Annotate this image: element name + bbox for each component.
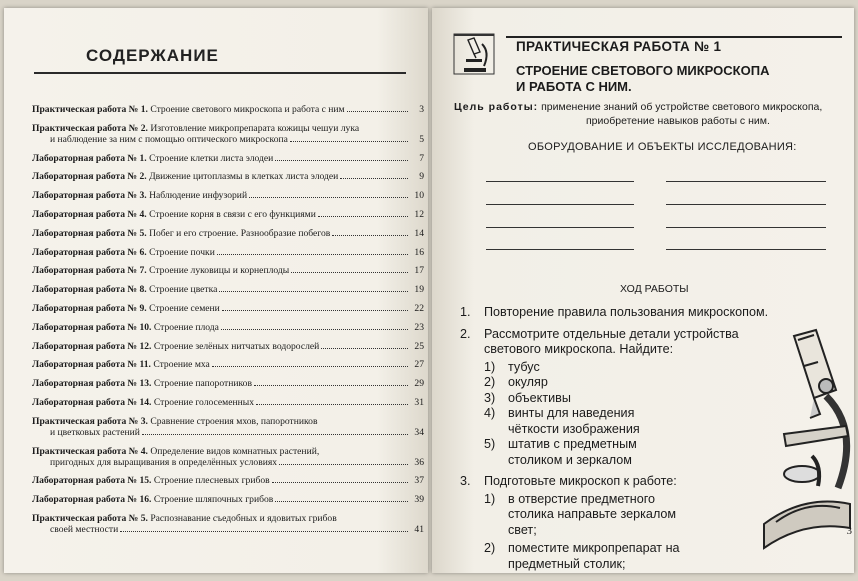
toc-entry-kind: Лабораторная работа № 4. [32,208,147,220]
answer-line[interactable] [486,227,634,228]
toc-entry[interactable] [32,284,424,295]
goal-block [454,100,854,128]
goal-text-line2: приобретение навыков работы с ним. [586,115,770,127]
toc-entry-title: Изготовление микропрепарата кожицы чешуи лука [150,122,360,134]
toc-title: СОДЕРЖАНИЕ [86,46,219,65]
toc-leader [256,404,408,405]
toc-entry-kind: Лабораторная работа № 12. [32,340,152,352]
toc-entry-title-cont: и наблюдение за ним с помощью оптического микроскопа [50,133,288,145]
toc-page-number: 39 [414,494,424,506]
toc-leader [272,482,408,483]
toc-page-number: 29 [414,378,424,390]
item-text: поместите микропрепарат на предметный столик; [508,541,680,571]
toc-entry-kind: Лабораторная работа № 11. [32,359,151,371]
toc-page-number: 9 [419,171,424,183]
toc-page-number: 19 [414,284,424,296]
toc-entry-title: Строение луковицы и корнеплоды [149,265,290,277]
answer-line[interactable] [666,249,826,250]
toc-entry-kind: Практическая работа № 4. [32,445,148,457]
toc-entry-continued [32,457,424,468]
toc-entry[interactable] [32,475,424,486]
step-2-item [484,437,770,468]
item-text: штатив с предметным столиком и зеркалом [508,437,637,467]
toc-entry[interactable] [32,265,424,276]
toc-page-number: 31 [414,396,424,408]
toc-entry-kind: Лабораторная работа № 16. [32,494,152,506]
toc-entry-title: Строение мха [153,359,210,371]
work-title: ПРАКТИЧЕСКАЯ РАБОТА № 1 [516,39,722,54]
step-2-item [484,406,770,437]
toc-entry-text [32,446,321,457]
item-text: окуляр [508,375,548,389]
toc-entry-kind: Практическая работа № 1. [32,104,148,115]
step-2-items [484,360,770,469]
toc-entry-text [32,190,249,201]
toc-entry-text [32,247,217,258]
toc-entry-continued [32,427,424,438]
work-subtitle-line1: СТРОЕНИЕ СВЕТОВОГО МИКРОСКОПА [516,63,770,78]
toc-page-number: 41 [414,523,424,535]
answer-line[interactable] [666,204,826,205]
item-text: в отверстие предметного столика направьте зеркалом свет; [508,491,677,537]
goal-text-line1: применение знаний об устройстве светового микроскопа, [541,101,823,113]
toc-page-number: 27 [414,359,424,371]
answer-line[interactable] [486,249,634,250]
toc-page-number: 3 [419,104,424,115]
toc-leader [291,272,408,273]
toc-leader [318,216,408,217]
item-number: 5) [484,437,496,451]
toc-leader [249,197,408,198]
toc-page-number: 10 [414,190,424,202]
toc-entry-title: Распознавание съедобных и ядовитых грибов [150,512,337,524]
right-page [432,8,854,573]
toc-entry-title: Движение цитоплазмы в клетках листа элодеи [149,171,339,183]
toc-entry-text [32,209,318,220]
toc-entry-text [32,341,321,352]
step-3-item [484,541,698,572]
toc-entry-text [32,475,272,486]
toc-entry-kind: Практическая работа № 3. [32,415,148,427]
answer-line[interactable] [486,181,634,182]
toc-entry[interactable] [32,104,424,115]
step-2-item [484,391,770,407]
microscope-icon [452,32,496,76]
toc-entry-title-cont: пригодных для выращивания в определённых условиях [50,456,278,468]
toc-entry[interactable] [32,153,424,164]
step-number: 1. [460,305,471,319]
work-subtitle-line2: И РАБОТА С НИМ. [516,79,632,94]
toc-leader [212,366,408,367]
toc-entry-text [32,397,256,408]
toc-entry[interactable] [32,416,424,427]
goal-label: Цель работы: [454,101,539,113]
toc-entry-text [32,228,332,239]
toc-entry[interactable] [32,322,424,333]
toc-page-number: 17 [414,265,424,277]
step-2-item [484,360,770,376]
toc-entry-text [32,303,222,314]
step-3-items [484,492,698,573]
item-number: 1) [484,359,496,374]
item-text: винты для наведения чёткости изображения [508,406,640,436]
toc-page-number: 14 [414,227,424,239]
toc-entry-kind: Лабораторная работа № 2. [32,171,147,183]
toc-leader [332,235,408,236]
toc-entry-text [32,153,275,164]
work-subtitle [516,63,816,95]
toc-entry-title: Наблюдение инфузорий [149,190,248,202]
toc-leader [275,501,408,502]
toc-entry-title: Побег и его строение. Разнообразие побегов [149,227,331,239]
toc-entry-continued [32,524,424,535]
toc-leader [222,310,408,311]
toc-page-number: 34 [414,426,424,438]
step-number: 3. [460,474,471,488]
item-number: 1) [484,491,496,506]
steps-list [460,305,770,581]
toc-entry-text [32,322,221,333]
toc-entry[interactable] [32,171,424,182]
equipment-title: ОБОРУДОВАНИЕ И ОБЪЕКТЫ ИССЛЕДОВАНИЯ: [528,141,797,153]
toc-leader [321,348,408,349]
toc-page-number: 16 [414,246,424,258]
toc-leader [347,111,408,112]
toc-entry-title: Строение шляпочных грибов [153,494,274,506]
toc-entry-kind: Лабораторная работа № 15. [32,475,152,487]
toc-page-number: 7 [419,152,424,164]
toc-entry-text [32,123,361,134]
toc-entry-text [32,104,347,115]
toc-leader [340,178,408,179]
toc-leader [254,385,408,386]
step-1 [460,305,770,321]
toc-entry-text [32,513,339,524]
step-3-item [484,492,698,539]
toc-entry-title: Строение почки [149,246,215,258]
toc-leader [219,291,408,292]
toc-page-number: 25 [414,340,424,352]
toc-entry-text [32,284,219,295]
toc-page-number: 5 [419,133,424,145]
page-number: 3 [846,525,852,537]
toc-page-number: 22 [414,302,424,314]
toc-entry-text [32,265,291,276]
toc-entry-title: Строение голосеменных [153,396,255,408]
toc-entry[interactable] [32,247,424,258]
item-text: объективы [508,390,571,405]
toc-entry-text [32,378,254,389]
toc-entry[interactable] [32,190,424,201]
toc-list [32,104,424,543]
toc-entry-kind: Практическая работа № 2. [32,122,148,134]
toc-entry-kind: Лабораторная работа № 5. [32,227,147,239]
toc-entry-text [32,171,340,182]
toc-page-number: 37 [414,475,424,487]
left-page [4,8,428,573]
toc-entry-kind: Лабораторная работа № 9. [32,302,147,314]
toc-entry-kind: Лабораторная работа № 6. [32,246,147,258]
toc-leader [275,160,408,161]
toc-entry-title: Строение папоротников [153,378,252,390]
toc-entry-title: Сравнение строения мхов, папоротников [150,415,318,427]
toc-leader [279,464,408,465]
toc-entry-title: Строение клетки листа элодеи [149,152,274,164]
toc-entry-text [32,416,320,427]
toc-entry-kind: Лабораторная работа № 14. [32,396,152,408]
answer-line[interactable] [666,181,826,182]
toc-entry-kind: Практическая работа № 5. [32,512,148,524]
toc-entry-title: Строение светового микроскопа и работа с ним [150,104,345,115]
step-text: Повторение правила пользования микроскопом. [484,305,769,319]
answer-line[interactable] [486,204,634,205]
step-text: Рассмотрите отдельные детали устройства светового микроскопа. Найдите: [484,326,739,356]
toc-entry-kind: Лабораторная работа № 1. [32,152,147,164]
toc-entry[interactable] [32,123,424,134]
toc-entry-title: Строение зелёных нитчатых водорослей [153,340,320,352]
item-number: 2) [484,541,496,555]
item-number: 3) [484,390,496,405]
toc-entry-kind: Лабораторная работа № 8. [32,284,147,296]
steps-title: ХОД РАБОТЫ [620,283,689,295]
toc-entry-continued [32,134,424,145]
toc-entry-title: Строение цветка [149,284,218,296]
toc-entry[interactable] [32,341,424,352]
toc-entry[interactable] [32,359,424,370]
toc-leader [142,434,408,435]
toc-entry-kind: Лабораторная работа № 7. [32,265,147,277]
item-text: тубус [508,359,540,374]
toc-entry[interactable] [32,378,424,389]
answer-line[interactable] [666,227,826,228]
step-2 [460,327,770,469]
toc-entry[interactable] [32,397,424,408]
step-number: 2. [460,326,471,341]
toc-page-number: 36 [414,456,424,468]
toc-entry-title: Строение семени [149,302,220,314]
toc-page-number: 23 [414,321,424,333]
toc-entry-text [32,359,212,370]
step-2-item [484,375,770,391]
toc-entry-title-cont: своей местности [50,523,119,535]
toc-entry-title-cont: и цветковых растений [50,426,140,438]
toc-entry-title: Строение плесневых грибов [153,475,270,487]
toc-entry[interactable] [32,228,424,239]
microscope-illustration-icon [754,326,854,556]
item-number: 2) [484,375,496,389]
toc-entry[interactable] [32,303,424,314]
step-3 [460,474,770,575]
toc-entry-title: Строение плода [153,321,219,333]
toc-page-number: 12 [414,208,424,220]
toc-leader [120,531,408,532]
toc-entry[interactable] [32,446,424,457]
toc-entry-kind: Лабораторная работа № 13. [32,378,152,390]
item-number: 4) [484,406,496,420]
toc-entry[interactable] [32,513,424,524]
toc-leader [290,141,408,142]
toc-entry-text [32,494,275,505]
toc-divider [34,72,406,74]
toc-entry-kind: Лабораторная работа № 10. [32,321,152,333]
toc-entry[interactable] [32,494,424,505]
toc-entry[interactable] [32,209,424,220]
step-text: Подготовьте микроскоп к работе: [484,474,677,488]
toc-entry-title: Определение видов комнатных растений, [150,445,320,457]
toc-leader [217,254,408,255]
toc-entry-title: Строение корня в связи с его функциями [149,208,316,220]
toc-leader [221,329,408,330]
toc-entry-kind: Лабораторная работа № 3. [32,190,147,202]
